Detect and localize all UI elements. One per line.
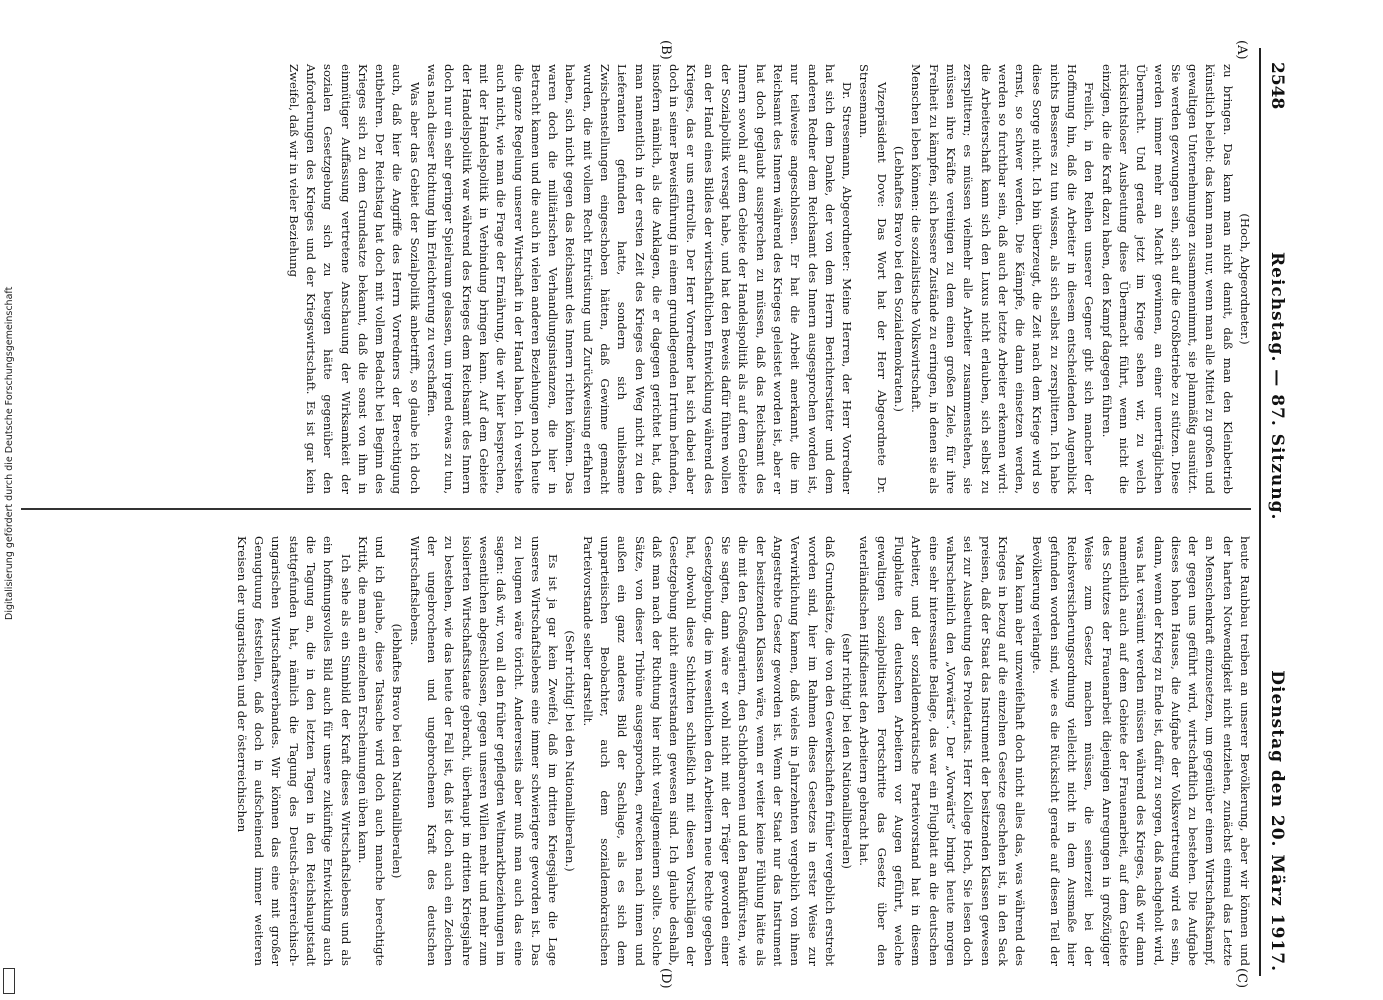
applause-note: (lebhaftes Bravo bei den Nationalliberalen) xyxy=(390,623,405,879)
margin-marker-a: (A) xyxy=(1234,40,1249,60)
margin-marker-d: (D) xyxy=(658,968,673,989)
speaker-note: (Hoch, Abgeordneter.) xyxy=(1238,213,1252,345)
paragraph: und ich glaube, diese Tatsache wird doch auch manche berechtigte Kritik, die man an einzelnen Erscheinungen üben kann. xyxy=(355,536,388,966)
paragraph: Vizepräsident Dove: Das Wort hat der Herr Abgeordnete Dr. Stresemann. xyxy=(857,64,889,494)
paragraph: zu bringen. Das kann man nicht damit, daß man den Kleinbetrieb künstlich belebt: das kann man nur, wenn man alle Mittel zu großen und gewaltigen Unternehmungen zusammennimmt, sie planmäßig ausnützt. Sie werden gezwungen sein, sich auf die Großbetriebe zu stützen. Diese werden immer mehr an Macht gewinnen, an einer unerträglichen Übermacht. Und gerade jetzt im Kriege sehen wir, zu welch rücksichtsloser Ausbeutung diese Übermacht führt, wenn nicht die einzigen, die die Kraft dazu haben, den Kampf dagegen führen. xyxy=(1099,64,1235,494)
column-separator xyxy=(21,508,1251,510)
left-column xyxy=(284,64,1253,494)
paragraph: heute Raubbau treiben an unserer Bevölkerung, aber wir können und der harten Notwendigkeit nicht entziehen, zunächst einmal das Letzte an Menschenkraft einzusetzen, um gegenüber einem Wirtschaftskampf, der gegen uns geführt wird, wirtschaftlich zu bestehen. Die Aufgabe dieses hohen Hauses, die Aufgabe der Volksvertretung wird es sein, dann, wenn der Krieg zu Ende ist, dafür zu sorgen, daß nachgeholt wird, was hat versäumt werden müssen während des Krieges, daß wir dann namentlich auch auf dem Gebiete der Frauenarbeit, auf dem Gebiete des Schutzes der Frauenarbeit diejenigen Anregungen in großzügiger Weise zum Gesetz machen müssen, die seinerzeit bei der Reichsversicherungsordnung vielleicht nicht in dem Ausmaße hier gefunden worden sind, wie es die Rücksicht gerade auf diesen Teil der Bevölkerung verlangte. xyxy=(1030,536,1252,966)
paragraph: Dr. Stresemann, Abgeordneter: Meine Herren, der Herr Vorredner hat sich dem Danke, der von dem Herrn Berichterstatter und dem anderen Redner dem Reichsamt des Innern ausgesprochen worden ist, nur teilweise angeschlossen. Er hat die Arbeit anerkannt, die im Reichsamt des Innern während des Krieges geleistet worden ist, aber er hat doch geglaubt aussprechen zu müssen, daß das Reichsamt des Innern sowohl auf dem Gebiete der Handelspolitik als auf dem Gebiete der Sozialpolitik versagt habe, und hat den Beweis dafür führen wollen an der Hand eines Bildes der wirtschaftlichen Entwicklung während des Krieges, das er uns entrollte. Der Herr Vorredner hat sich dabei aber doch in seiner Beweisführung in einem grundlegenden Irrtum befunden, insofern nämlich, als die Anklagen, die er dagegen gerichtet hat, daß man namentlich in der ersten Zeit des Krieges den Weg nicht zu den Lieferanten gefunden hatte, sondern sich unliebsame Zwischenstellungen eingeschoben hätten, daß Gewinne gemacht wurden, die mit vollem Recht Entrüstung und Zurückweisung erfahren haben, sich nicht gegen das Reichsamt des Innern richten können. Das waren doch die militärischen Verhandlungsinstanzen, die hier in Betracht kamen und die auch in vielen anderen Beziehungen noch heute die ganze Regelung unserer Wirtschaft in der Hand haben. Ich verstehe auch nicht, wie man die Frage der Ernährung, die wir hier besprechen, mit der Handelspolitik in Verbindung bringen kann. Auf dem Gebiete der Handelspolitik war während des Krieges dem Reichsamt des Innern doch nur ein sehr geringer Spielraum gelassen, um irgend etwas zu tun, was nach dieser Richtung hin Erleichterung zu verschaffen. xyxy=(425,64,855,494)
page-number: 2548 xyxy=(1267,62,1287,110)
paragraph: Freilich, in den Reihen unserer Gegner gibt sich mancher der Hoffnung hin, daß die Arbeiter in diesem entscheidenden Augenblick nichts Besseres zu tun wissen, als sich selbst zu zersplittern. Ich habe diese Sorge nicht. Ich bin überzeugt, die Zeit nach dem Kriege wird so ernst, so schwer werden. Die Kämpfe, die dann einsetzen werden, werden so furchtbar sein, daß auch der letzte Arbeiter erkennen wird: die Arbeiterschaft kann sich den Luxus nicht erlauben, sich selbst zu zersplittern; es müssen vielmehr alle Arbeiter zusammenstehen, sie müssen ihre Kräfte vereinigen zu dem einen großen Ziele, für ihre Freiheit zu kämpfen, sich bessere Zustände zu erringen, in denen sie als Menschen leben können: die sozialistische Volkswirtschaft. xyxy=(909,64,1097,494)
paragraph: Es ist ja gar kein Zweifel, daß im dritten Kriegsjahre die Lage unseres Wirtschaftslebens eine immer schwierigere geworden ist. Das zu leugnen wäre töricht. Andererseits aber muß man auch das eine sagen: daß wir, von all den früher gepflegten Weltmarktbeziehungen im wesentlichen abgeschlossen, gegen unseren Willen mehr und mehr zum isolierten Wirtschaftsstaate gebracht, überhaupt im dritten Kriegsjahre zu bestehen, wie das heute der Fall ist, daß ist doch auch ein Zeichen der ungebrochenen und ungebrochenen Kraft des deutschen Wirtschaftslebens. xyxy=(407,536,561,966)
digitization-credit: Digitalisierung gefördert durch die Deutsche Forschungsgemeinschaft xyxy=(4,286,15,620)
margin-marker-c: (C) xyxy=(1234,968,1249,989)
applause-note: (sehr richtig! bei den Nationalliberalen) xyxy=(840,633,855,869)
paragraph: daß Grundsätze, die von den Gewerkschaften früher vergeblich erstrebt worden sind, hier im Rahmen dieses Gesetzes in erster Weise zur Verwirklichung kamen, daß vieles in Jahrzehnten vergeblich von ihnen Angestrebte Gesetz geworden ist. Wenn der Staat nur das Instrument der besitzenden Klassen wäre, wenn er weiter keine Fühlung hätte als die mit den Großagrariern, den Schlotbaronen und den Bankfürsten, wie Sie sagten, dann wäre er wohl nicht mit der Träger geworden einer Gesetzgebung, die im wesentlichen den Arbeitern neue Rechte gegeben hat, obwohl diese Schichten schließlich mit diesen Vorschlägen der Gesetzgebung nicht einverstanden gewesen sind. Ich glaube deshalb, daß man nach der Richtung hier nicht verallgemeinern sollte. Solche Sätze, von dieser Tribüne ausgesprochen, erwecken nach innen und außen ein ganz anderes Bild der Sachlage, als es sich dem unparteiischen Beobachter, auch dem sozialdemokratischen Parteivorstande selber darstellt. xyxy=(580,536,837,966)
applause-note: (Lebhaftes Bravo bei den Sozialdemokraten.) xyxy=(892,146,907,412)
paragraph: Ich sehe als ein Sinnbild der Kraft dieses Wirtschaftslebens und als ein hoffnungsvolles Bild auch für unsere zukünftige Entwicklung auch die Tagung an, die in den letzten Tagen in den Reichshauptstadt stattgefunden hat, nämlich die Tagung des Deutsch-österreichisch-ungarischen Wirtschaftsverbandes. Wir können das eine mit großer Genugtuung feststellen, daß doch in aufscheinend immer weiteren Kreisen der ungarischen und der österreichischen xyxy=(234,536,353,966)
running-title: Reichstag. — 87. Sitzung. xyxy=(1267,252,1287,521)
applause-note: (Sehr richtig! bei den Nationalliberalen.) xyxy=(563,630,578,872)
page-header xyxy=(1263,62,1289,972)
header-rule xyxy=(1259,48,1261,976)
dfg-logo xyxy=(3,968,15,994)
paragraph: Man kann aber unzweifelhaft doch nicht alles das, was während des Krieges in bezug auf die einzelnen Gesetze geschehen ist, in den Sack preisen, daß der Staat das Instrument der besitzenden Klassen gewesen sei zur Ausbeutung des Proletariats. Herr Kollege Hoch, Sie lesen doch wahrscheinlich den „Vorwärts“. Der „Vorwärts“ bringt heute morgen eine sehr interessante Beilage, das war ein Flugblatt an die deutschen Arbeiter, und der sozialdemokratische Parteivorstand hat in diesem Flugblatte den deutschen Arbeitern vor Augen geführt, welche gewaltigen sozialpolitischen Fortschritte das Gesetz über den vaterländischen Hilfsdienst den Arbeitern gebracht hat. xyxy=(857,536,1028,966)
right-column xyxy=(232,536,1253,966)
paragraph: Was aber das Gebiet der Sozialpolitik anbetrifft, so glaube ich doch auch, daß hier die Angriffe des Herrn Vorredners der Berechtigung entbehren. Der Reichstag hat doch mit vollem Bedacht bei Beginn des Krieges sich zu dem Grundsatze bekannt, daß die sonst von ihm in einmütiger Auffassung vertretene Anschauung der Wirksamkeit der sozialen Gesetzgebung sich zu beugen hätte gegenüber den Anforderungen des Krieges und der Kriegswirtschaft. Es ist gar kein Zweifel, daß wir in vieler Beziehung xyxy=(286,64,422,494)
session-date: Dienstag den 20. März 1917. xyxy=(1267,670,1287,972)
margin-marker-b: (B) xyxy=(658,40,673,60)
